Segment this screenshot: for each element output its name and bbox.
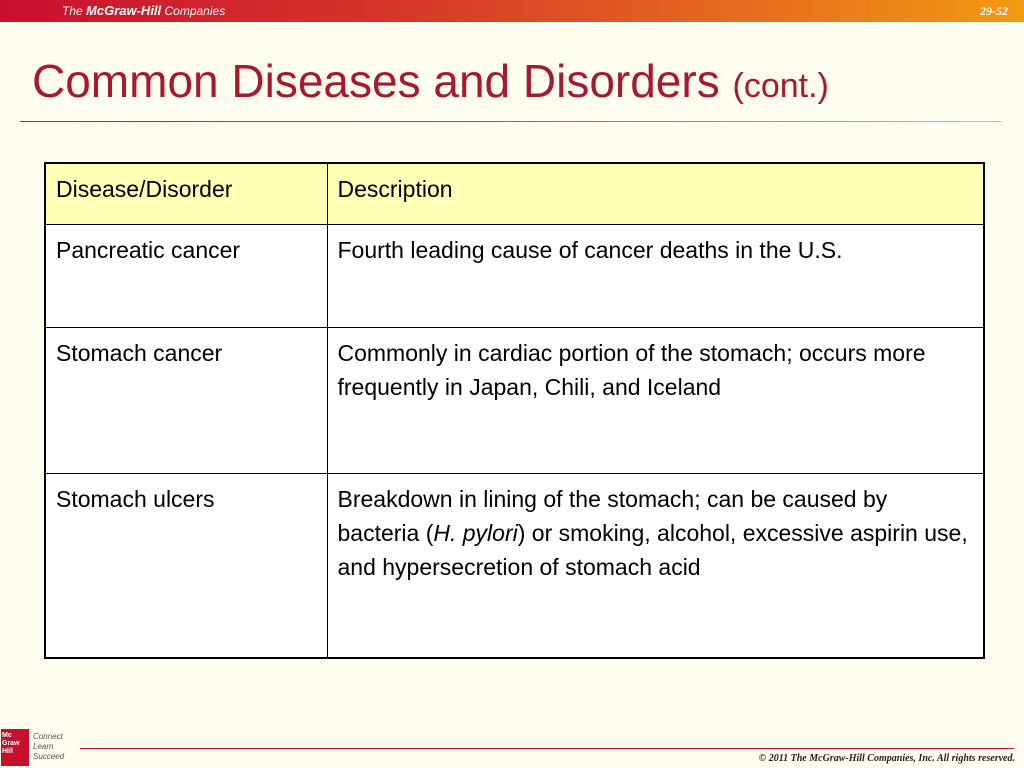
copyright-notice: © 2011 The McGraw-Hill Companies, Inc. All rights reserved. — [758, 753, 1015, 764]
disease-cell: Pancreatic cancer — [45, 225, 327, 328]
title-divider — [20, 121, 1002, 122]
brand-name: McGraw-Hill — [86, 3, 162, 18]
table-row — [45, 474, 984, 659]
description-text-before: Breakdown in lining of the stomach; can be caused by bacteria ( — [337, 486, 888, 546]
tagline-line: Connect — [33, 732, 63, 741]
brand-prefix: The — [62, 4, 83, 18]
slide-number: 29-52 — [980, 4, 1008, 18]
table-row — [45, 225, 984, 328]
table-header-row — [45, 163, 984, 225]
header-disease: Disease/Disorder — [45, 163, 327, 225]
disease-cell: Stomach cancer — [45, 328, 327, 474]
footer-divider — [80, 748, 1014, 749]
table-row — [45, 328, 984, 474]
diseases-table — [44, 162, 985, 659]
description-text-italic: H. pylori — [433, 520, 518, 546]
brand-suffix: Companies — [164, 4, 226, 18]
mcgraw-hill-logo — [1, 729, 29, 766]
tagline-line: Succeed — [33, 752, 65, 761]
logo-line: Mc — [2, 732, 12, 739]
slide-title — [32, 55, 829, 107]
top-banner — [0, 0, 1024, 22]
description-cell: Commonly in cardiac portion of the stomach; occurs more frequently in Japan, Chili, and Iceland — [327, 328, 984, 474]
disease-cell: Stomach ulcers — [45, 474, 327, 659]
description-text-after: ) or smoking, alcohol, excessive aspirin use, and hypersecretion of stomach acid — [337, 520, 968, 580]
logo-line: Hill — [2, 748, 13, 755]
description-cell: Fourth leading cause of cancer deaths in the U.S. — [327, 225, 984, 328]
header-description: Description — [327, 163, 984, 225]
brand-text — [62, 3, 225, 18]
tagline-line: Learn — [33, 742, 54, 751]
tagline — [33, 732, 79, 762]
logo-line: Graw — [2, 740, 20, 747]
description-cell — [327, 474, 984, 659]
slide-title-suffix: (cont.) — [732, 67, 829, 105]
slide-title-main: Common Diseases and Disorders — [32, 55, 720, 107]
